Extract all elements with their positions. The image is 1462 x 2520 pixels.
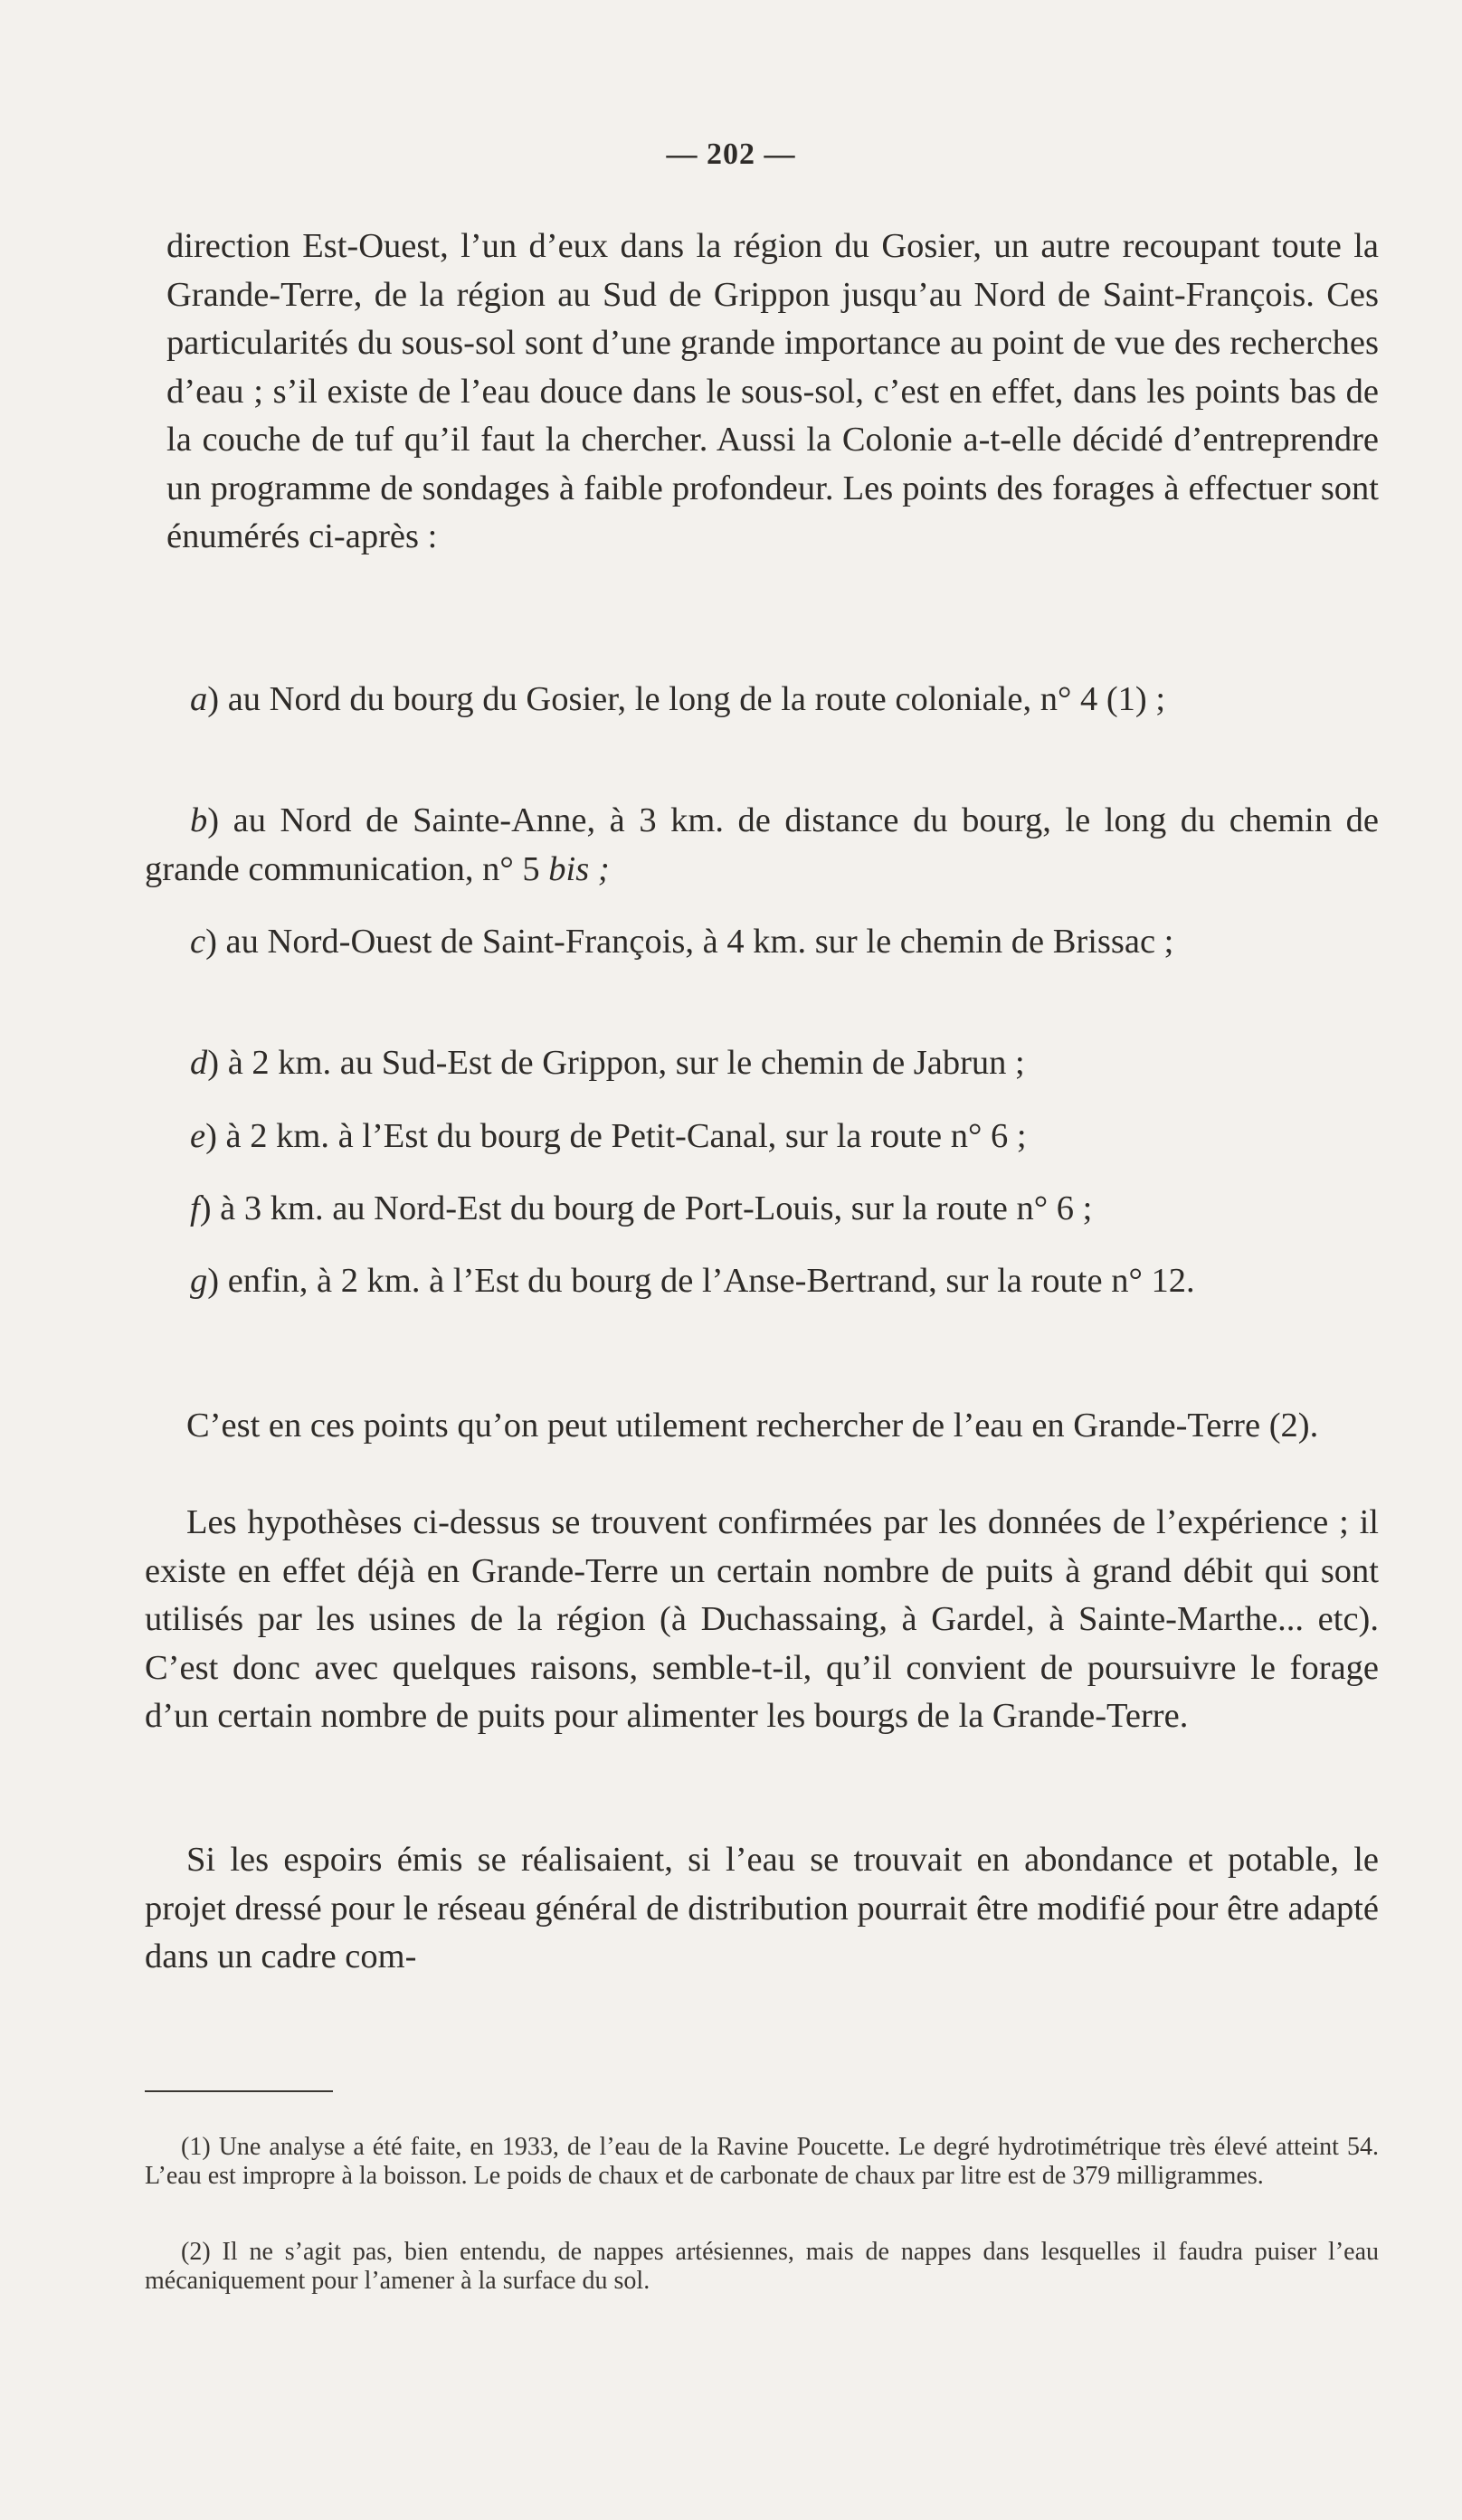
paragraph-conclusion: C’est en ces points qu’on peut utilement rechercher de l’eau en Grande-Terre (2). xyxy=(186,1407,1319,1445)
list-item-g xyxy=(145,1257,1379,1306)
list-item-letter: g xyxy=(190,1262,208,1300)
list-item-letter: f xyxy=(190,1189,200,1227)
footnote-divider xyxy=(145,2090,333,2092)
list-item-letter: a xyxy=(190,680,208,718)
list-item-suffix: ) xyxy=(207,1044,220,1082)
footnote-1: (1) Une analyse a été faite, en 1933, de l’eau de la Ravine Poucette. Le degré hydrotimétrique très élevé atteint 54. L’eau est impropre à la boisson. Le poids de chaux et de carbonate de chaux par litre est de 379 milligrammes. xyxy=(145,2133,1379,2190)
list-item-suffix: ) xyxy=(207,680,220,718)
list-item-f xyxy=(145,1185,1379,1234)
list-item-text: à 2 km. à l’Est du bourg de Petit-Canal, sur la route n° 6 ; xyxy=(216,1117,1027,1155)
page-number: — 202 — xyxy=(666,137,796,171)
list-item-letter: b xyxy=(190,801,208,839)
list-item-a xyxy=(145,676,1379,725)
list-item-letter: e xyxy=(190,1117,206,1155)
list-item-letter: c xyxy=(190,923,206,961)
paragraph-hypotheses: Les hypothèses ci-dessus se trouvent confirmées par les données de l’expérience ; il existe en effet déjà en Grande-Terre un certain nombre de puits à grand débit qui sont utilisés par les usines de la région (à Duchassaing, à Gardel, à Sainte-Marthe... etc). C’est donc avec quelques raisons, semble-t-il, qu’il convient de poursuivre le forage d’un certain nombre de puits pour alimenter les bourgs de la Grande-Terre. xyxy=(145,1503,1379,1735)
list-item-suffix: ) xyxy=(205,1117,217,1155)
intro-text: direction Est-Ouest, l’un d’eux dans la région du Gosier, un autre recoupant toute la Grande-Terre, de la région au Sud de Grippon jusqu’au Nord de Saint-François. Ces particularités du sous-sol sont d’une grande importance au point de vue des recherches d’eau ; s’il existe de l’eau douce dans le sous-sol, c’est en effet, dans les points bas de la couche de tuf qu’il faut la chercher. Aussi la Colonie a-t-elle décidé d’entreprendre un programme de sondages à faible profondeur. Les points des forages à effectuer sont énumérés ci-après : xyxy=(166,227,1379,555)
list-item-text: au Nord de Sainte-Anne, à 3 km. de distance du bourg, le long du chemin de grande communication, n° 5 xyxy=(145,801,1379,888)
list-item-suffix: ) xyxy=(199,1189,212,1227)
list-item-text: enfin, à 2 km. à l’Est du bourg de l’Anse-Bertrand, sur la route n° 12. xyxy=(219,1262,1195,1300)
list-item-text: au Nord du bourg du Gosier, le long de la route coloniale, n° 4 (1) ; xyxy=(219,680,1166,718)
list-item-text: à 3 km. au Nord-Est du bourg de Port-Louis, sur la route n° 6 ; xyxy=(211,1189,1093,1227)
list-item-b xyxy=(145,797,1379,894)
footnote-2: (2) Il ne s’agit pas, bien entendu, de nappes artésiennes, mais de nappes dans lesquelles il faudra puiser l’eau mécaniquement pour l’amener à la surface du sol. xyxy=(145,2238,1379,2295)
list-item-bis: bis ; xyxy=(548,849,610,888)
list-item-e xyxy=(145,1113,1379,1161)
intro-paragraph xyxy=(166,223,1379,562)
list-item-text: à 2 km. au Sud-Est de Grippon, sur le chemin de Jabrun ; xyxy=(219,1044,1025,1082)
paragraph-hopes: Si les espoirs émis se réalisaient, si l’eau se trouvait en abondance et potable, le projet dressé pour le réseau général de distribution pourrait être modifié pour être adapté dans un cadre com- xyxy=(145,1841,1379,1975)
list-item-letter: d xyxy=(190,1044,208,1082)
list-item-d xyxy=(145,1039,1379,1088)
list-item-suffix: ) xyxy=(205,923,217,961)
list-item-text: au Nord-Ouest de Saint-François, à 4 km. sur le chemin de Brissac ; xyxy=(216,923,1174,961)
list-item-c xyxy=(145,918,1379,967)
list-item-suffix: ) xyxy=(207,1262,220,1300)
list-item-suffix: ) xyxy=(207,801,220,839)
